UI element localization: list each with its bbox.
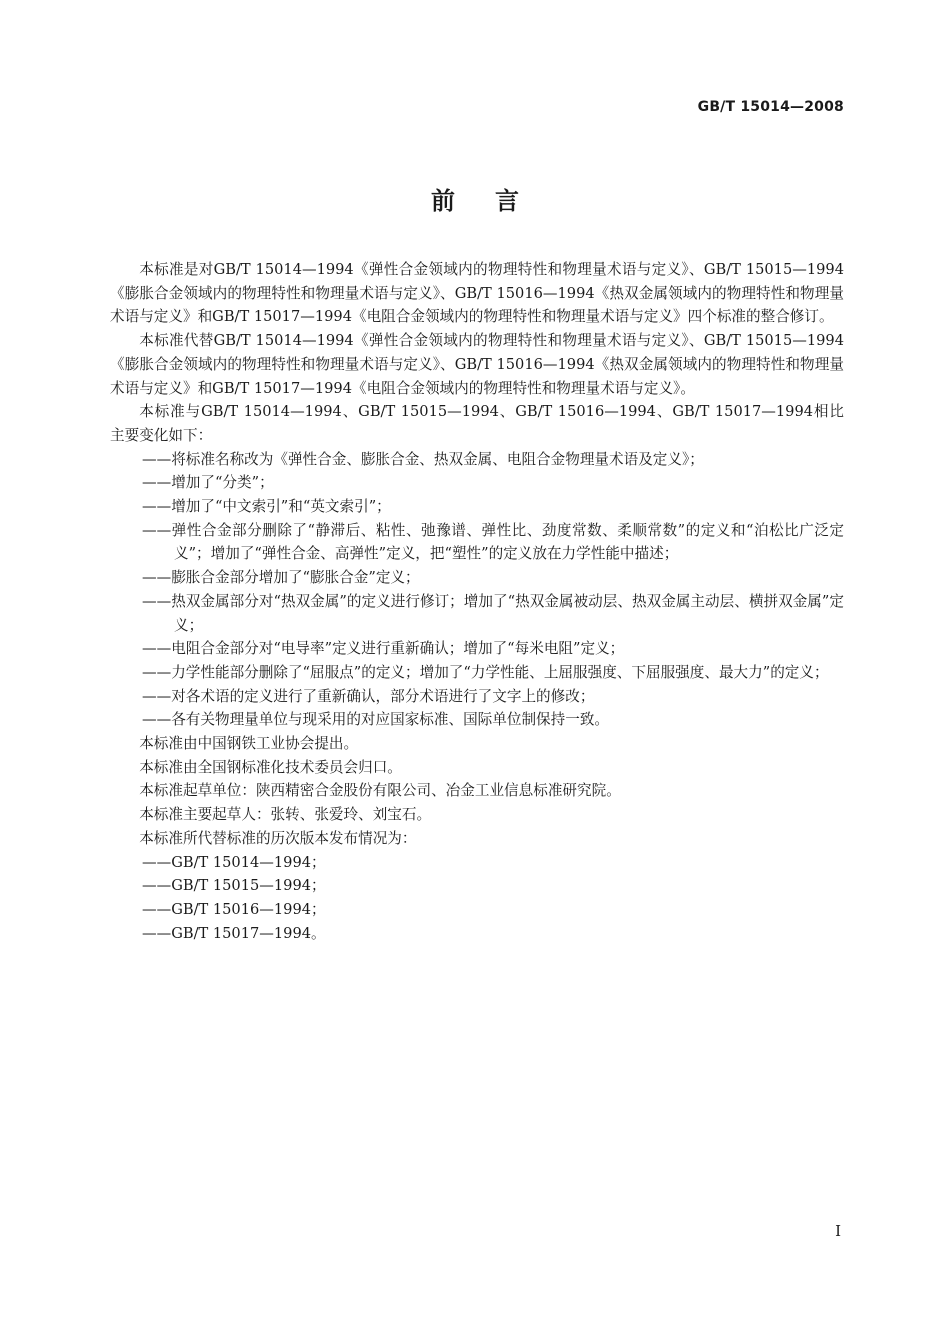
drafters-line: 本标准主要起草人：张转、张爱玲、刘宝石。 xyxy=(139,806,432,824)
history-intro-line: 本标准所代替标准的历次版本发布情况为： xyxy=(139,829,417,847)
proposer-line: 本标准由中国钢铁工业协会提出。 xyxy=(139,735,359,753)
paragraph-integration: 本标准是对GB/T 15014—1994《弹性合金领域内的物理特性和物理量术语与定义》、GB/T 15015—1994《膨胀合金领域内的物理特性和物理量术语与定义》、GB/T 15016—1994《热双金属领域内的物理特性和物理量术语与定义》和GB/T 15017—1994《电阻合金领域内的物理特性和物理量术语与定义》四个标准的整合修订。 xyxy=(110,261,844,326)
page-number: I xyxy=(835,1222,841,1240)
change-item: ——膨胀合金部分增加了“膨胀合金”定义； xyxy=(142,569,420,587)
change-item: ——对各术语的定义进行了重新确认，部分术语进行了文字上的修改； xyxy=(142,687,595,705)
change-item: ——弹性合金部分删除了“静滞后、粘性、弛豫谱、弹性比、劲度常数、柔顺常数”的定义和“泊松比广泛定义”；增加了“弹性合金、高弹性”定义，把“塑性”的定义放在力学性能中描述； xyxy=(142,521,844,563)
change-item: ——热双金属部分对“热双金属”的定义进行修订；增加了“热双金属被动层、热双金属主动层、横拼双金属”定义； xyxy=(142,592,844,634)
paragraph-replacement: 本标准代替GB/T 15014—1994《弹性合金领域内的物理特性和物理量术语与定义》、GB/T 15015—1994《膨胀合金领域内的物理特性和物理量术语与定义》、GB/T 15016—1994《热双金属领域内的物理特性和物理量术语与定义》和GB/T 15017—1994《电阻合金领域内的物理特性和物理量术语与定义》。 xyxy=(110,332,844,397)
change-item: ——增加了“分类”； xyxy=(142,474,274,492)
change-item: ——电阻合金部分对“电导率”定义进行重新确认；增加了“每米电阻”定义； xyxy=(142,640,625,658)
history-item: ——GB/T 15014—1994； xyxy=(142,853,326,871)
change-item: ——将标准名称改为《弹性合金、膨胀合金、热双金属、电阻合金物理量术语及定义》； xyxy=(142,450,704,468)
page-title: 前言 xyxy=(431,187,559,215)
committee-line: 本标准由全国钢标准化技术委员会归口。 xyxy=(139,758,402,776)
drafting-units-line: 本标准起草单位：陕西精密合金股份有限公司、冶金工业信息标准研究院。 xyxy=(139,782,621,800)
standard-code: GB/T 15014—2008 xyxy=(697,99,844,115)
paragraph-changes-intro: 本标准与GB/T 15014—1994、GB/T 15015—1994、GB/T 15016—1994、GB/T 15017—1994相比主要变化如下： xyxy=(110,403,844,444)
history-item: ——GB/T 15015—1994； xyxy=(142,877,326,895)
history-item: ——GB/T 15016—1994； xyxy=(142,900,326,918)
change-item: ——增加了“中文索引”和“英文索引”； xyxy=(142,498,391,516)
history-item: ——GB/T 15017—1994。 xyxy=(142,924,326,942)
foreword-body xyxy=(110,258,844,945)
change-item: ——力学性能部分删除了“屈服点”的定义；增加了“力学性能、上屈服强度、下屈服强度、最大力”的定义； xyxy=(142,663,829,681)
change-item: ——各有关物理量单位与现采用的对应国家标准、国际单位制保持一致。 xyxy=(142,711,610,729)
